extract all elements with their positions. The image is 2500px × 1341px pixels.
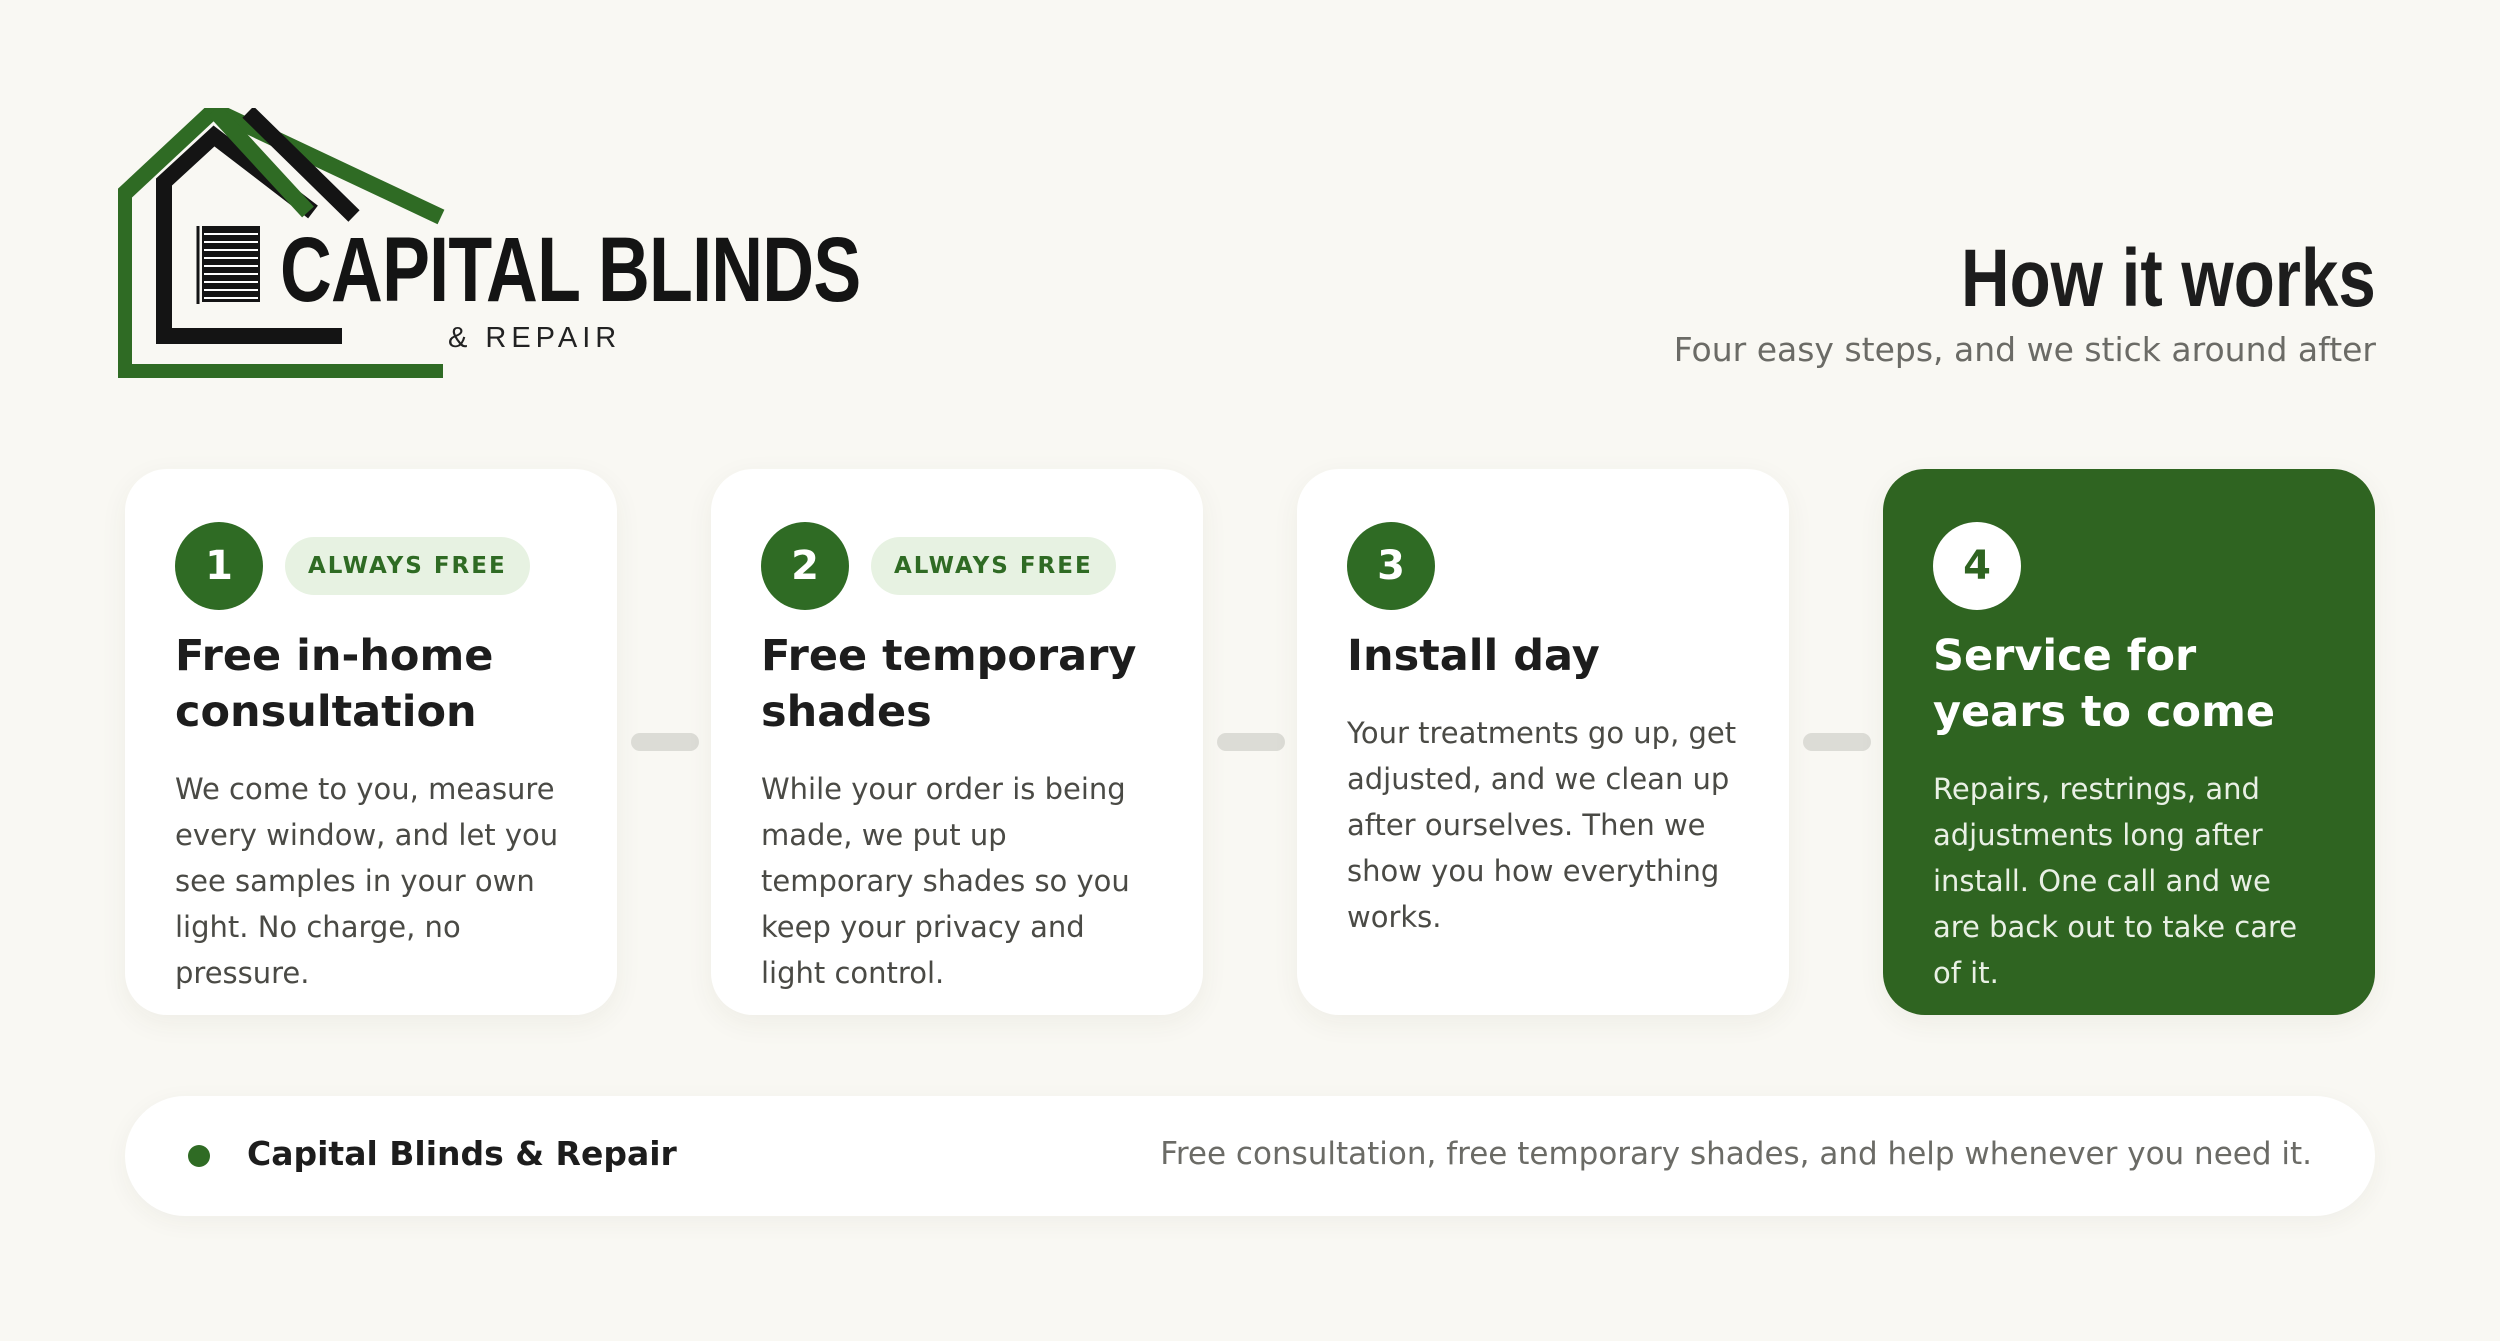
step-number: 2 — [761, 522, 849, 610]
step-card-4 — [1883, 469, 2375, 1015]
step-connector — [631, 733, 699, 751]
always-free-badge: ALWAYS FREE — [871, 537, 1116, 595]
always-free-badge: ALWAYS FREE — [285, 537, 530, 595]
step-number: 3 — [1347, 522, 1435, 610]
brand-name: CAPITAL BLINDS — [280, 219, 861, 321]
footer-brand: Capital Blinds & Repair — [247, 1134, 677, 1173]
page-title: How it works — [1961, 233, 2376, 324]
brand-subtitle: & REPAIR — [448, 322, 622, 354]
step-connector — [1217, 733, 1285, 751]
step-card-2 — [711, 469, 1203, 1015]
footer-tagline: Free consultation, free temporary shades, and help whenever you need it. — [1160, 1136, 2312, 1172]
step-title: Free temporary shades — [761, 631, 1137, 737]
step-description: Repairs, restrings, and adjustments long after install. One call and we are back out to take care of it. — [1933, 772, 2298, 990]
steps-row — [125, 469, 2375, 1015]
page-subtitle: Four easy steps, and we stick around after — [1673, 330, 2376, 369]
step-title: Free in-home consultation — [175, 631, 494, 737]
step-card-1 — [125, 469, 617, 1015]
step-description: Your treatments go up, get adjusted, and we clean up after ourselves. Then we show you how everything works. — [1347, 716, 1737, 934]
step-description: We come to you, measure every window, and let you see samples in your own light. No charge, no pressure. — [175, 772, 559, 990]
step-connector — [1803, 733, 1871, 751]
step-number: 1 — [175, 522, 263, 610]
step-title: Install day — [1347, 631, 1600, 681]
footer-bar — [125, 1096, 2375, 1216]
brand-logo — [118, 108, 861, 378]
status-dot-icon — [188, 1145, 210, 1167]
step-card-3 — [1297, 469, 1789, 1015]
step-description: While your order is being made, we put up temporary shades so you keep your privacy and light control. — [761, 772, 1130, 990]
step-number: 4 — [1933, 522, 2021, 610]
step-title: Service for years to come — [1933, 631, 2276, 737]
